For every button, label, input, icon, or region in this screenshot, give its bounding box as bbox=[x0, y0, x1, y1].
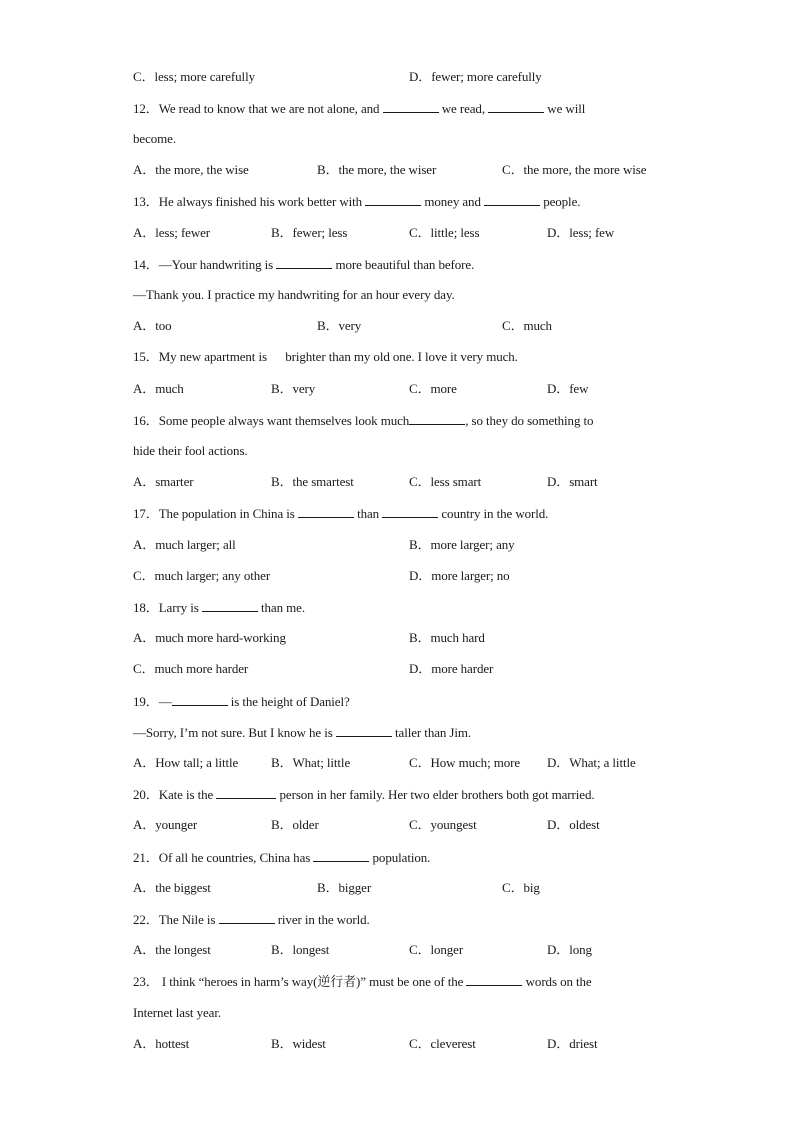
q18-option-a: A．much more hard-working bbox=[133, 630, 286, 645]
q16-stem bbox=[133, 412, 593, 429]
q19-blank-1 bbox=[172, 693, 228, 706]
q20-option-d: D．oldest bbox=[547, 817, 600, 832]
q16-stem-line2: hide their fool actions. bbox=[133, 443, 248, 458]
q23-text-1: 23． I think “heroes in harm’s way(逆行者)” must be one of the bbox=[133, 974, 464, 989]
q21-text-2: population. bbox=[372, 850, 431, 865]
q12-option-c: C．the more, the more wise bbox=[502, 162, 647, 177]
q22-text-1: 22．The Nile is bbox=[133, 912, 216, 927]
q20-blank-1 bbox=[216, 786, 276, 799]
q19-option-d: D．What; a little bbox=[547, 755, 636, 770]
q21-option-a: A．the biggest bbox=[133, 880, 211, 895]
q18-blank-1 bbox=[202, 599, 258, 612]
q12-option-b: B．the more, the wiser bbox=[317, 162, 437, 177]
q23-blank-1 bbox=[466, 973, 522, 986]
q14-option-c: C．much bbox=[502, 318, 552, 333]
q13-blank-1 bbox=[365, 193, 421, 206]
q21-option-b: B．bigger bbox=[317, 880, 372, 895]
q23-stem bbox=[133, 973, 592, 990]
q12-blank-1 bbox=[383, 100, 439, 113]
q22-option-d: D．long bbox=[547, 942, 592, 957]
q20-stem bbox=[133, 786, 595, 803]
q19-option-c: C．How much; more bbox=[409, 755, 521, 770]
q14-text-1: 14．—Your handwriting is bbox=[133, 257, 274, 272]
q18-option-d: D．more harder bbox=[409, 661, 494, 676]
q13-text-1: 13．He always finished his work better with bbox=[133, 194, 363, 209]
q21-stem bbox=[133, 849, 430, 866]
q23-text-2: words on the bbox=[525, 974, 592, 989]
q16-text-1: 16．Some people always want themselves look much bbox=[133, 413, 410, 428]
q22-option-b: B．longest bbox=[271, 942, 330, 957]
q19-text-4: taller than Jim. bbox=[395, 725, 472, 740]
q19-option-a: A．How tall; a little bbox=[133, 755, 239, 770]
q23-option-c: C．cleverest bbox=[409, 1036, 476, 1051]
q14-stem bbox=[133, 256, 474, 273]
q16-blank-1 bbox=[409, 412, 465, 425]
q13-option-c: C．little; less bbox=[409, 225, 480, 240]
q18-option-c: C．much more harder bbox=[133, 661, 249, 676]
q13-option-d: D．less; few bbox=[547, 225, 615, 240]
q20-option-c: C．youngest bbox=[409, 817, 477, 832]
q17-option-b: B．more larger; any bbox=[409, 537, 515, 552]
q23-option-a: A．hottest bbox=[133, 1036, 190, 1051]
q15-option-a: A．much bbox=[133, 381, 184, 396]
q22-blank-1 bbox=[219, 911, 275, 924]
q14-text-2: more beautiful than before. bbox=[335, 257, 475, 272]
q12-text-1: 12．We read to know that we are not alone, and bbox=[133, 101, 380, 116]
q13-text-3: people. bbox=[543, 194, 581, 209]
q22-option-c: C．longer bbox=[409, 942, 464, 957]
q22-stem bbox=[133, 911, 370, 928]
q17-option-c: C．much larger; any other bbox=[133, 568, 271, 583]
q17-text-3: country in the world. bbox=[441, 506, 549, 521]
q17-stem bbox=[133, 505, 548, 522]
q16-option-a: A．smarter bbox=[133, 474, 194, 489]
q16-option-b: B．the smartest bbox=[271, 474, 354, 489]
q13-option-a: A．less; fewer bbox=[133, 225, 211, 240]
q17-text-1: 17．The population in China is bbox=[133, 506, 295, 521]
q15-stem bbox=[133, 349, 518, 365]
q15-text-1: 15．My new apartment is bbox=[133, 349, 267, 364]
q12-text-3: we will bbox=[547, 101, 586, 116]
q19-text-3: —Sorry, I’m not sure. But I know he is bbox=[133, 725, 333, 740]
q20-option-a: A．younger bbox=[133, 817, 198, 832]
q21-blank-1 bbox=[313, 849, 369, 862]
q14-blank-1 bbox=[276, 256, 332, 269]
q19-stem bbox=[133, 693, 350, 710]
q18-stem bbox=[133, 599, 305, 616]
q21-text-1: 21．Of all he countries, China has bbox=[133, 850, 311, 865]
q19-text-1: 19．— bbox=[133, 694, 172, 709]
q16-text-2: , so they do something to bbox=[465, 413, 594, 428]
q17-blank-2 bbox=[382, 505, 438, 518]
q13-text-2: money and bbox=[424, 194, 481, 209]
q17-text-2: than bbox=[357, 506, 380, 521]
q23-stem-line2: Internet last year. bbox=[133, 1005, 221, 1020]
q18-option-b: B．much hard bbox=[409, 630, 485, 645]
q23-option-b: B．widest bbox=[271, 1036, 326, 1051]
q19-option-b: B．What; little bbox=[271, 755, 351, 770]
q20-option-b: B．older bbox=[271, 817, 319, 832]
q13-stem bbox=[133, 193, 580, 210]
q23-option-d: D．driest bbox=[547, 1036, 598, 1051]
q13-option-b: B．fewer; less bbox=[271, 225, 348, 240]
q19-stem-line2 bbox=[133, 724, 471, 741]
q19-blank-2 bbox=[336, 724, 392, 737]
q22-option-a: A．the longest bbox=[133, 942, 211, 957]
q17-option-d: D．more larger; no bbox=[409, 568, 510, 583]
q18-text-2: than me. bbox=[261, 600, 305, 615]
q18-text-1: 18．Larry is bbox=[133, 600, 199, 615]
q12-text-2: we read, bbox=[441, 101, 485, 116]
q11-option-c: C．less; more carefully bbox=[133, 69, 255, 84]
q11-option-d: D．fewer; more carefully bbox=[409, 69, 542, 84]
q15-option-c: C．more bbox=[409, 381, 457, 396]
q15-option-d: D．few bbox=[547, 381, 589, 396]
q12-stem bbox=[133, 100, 585, 117]
q12-blank-2 bbox=[488, 100, 544, 113]
q14-stem-line2: —Thank you. I practice my handwriting for an hour every day. bbox=[133, 287, 455, 302]
q14-option-a: A．too bbox=[133, 318, 172, 333]
q19-text-2: is the height of Daniel? bbox=[230, 694, 350, 709]
q15-blank-1 bbox=[270, 349, 282, 361]
q14-option-b: B．very bbox=[317, 318, 362, 333]
q17-blank-1 bbox=[298, 505, 354, 518]
q16-option-d: D．smart bbox=[547, 474, 598, 489]
q22-text-2: river in the world. bbox=[277, 912, 370, 927]
q20-text-2: person in her family. Her two elder brothers both got married. bbox=[279, 787, 595, 802]
q20-text-1: 20．Kate is the bbox=[133, 787, 214, 802]
q15-option-b: B．very bbox=[271, 381, 316, 396]
q15-text-2: brighter than my old one. I love it very much. bbox=[285, 349, 518, 364]
q17-option-a: A．much larger; all bbox=[133, 537, 236, 552]
q21-option-c: C．big bbox=[502, 880, 540, 895]
q13-blank-2 bbox=[484, 193, 540, 206]
q16-option-c: C．less smart bbox=[409, 474, 482, 489]
q12-option-a: A．the more, the wise bbox=[133, 162, 249, 177]
q12-stem-line2: become. bbox=[133, 131, 176, 146]
